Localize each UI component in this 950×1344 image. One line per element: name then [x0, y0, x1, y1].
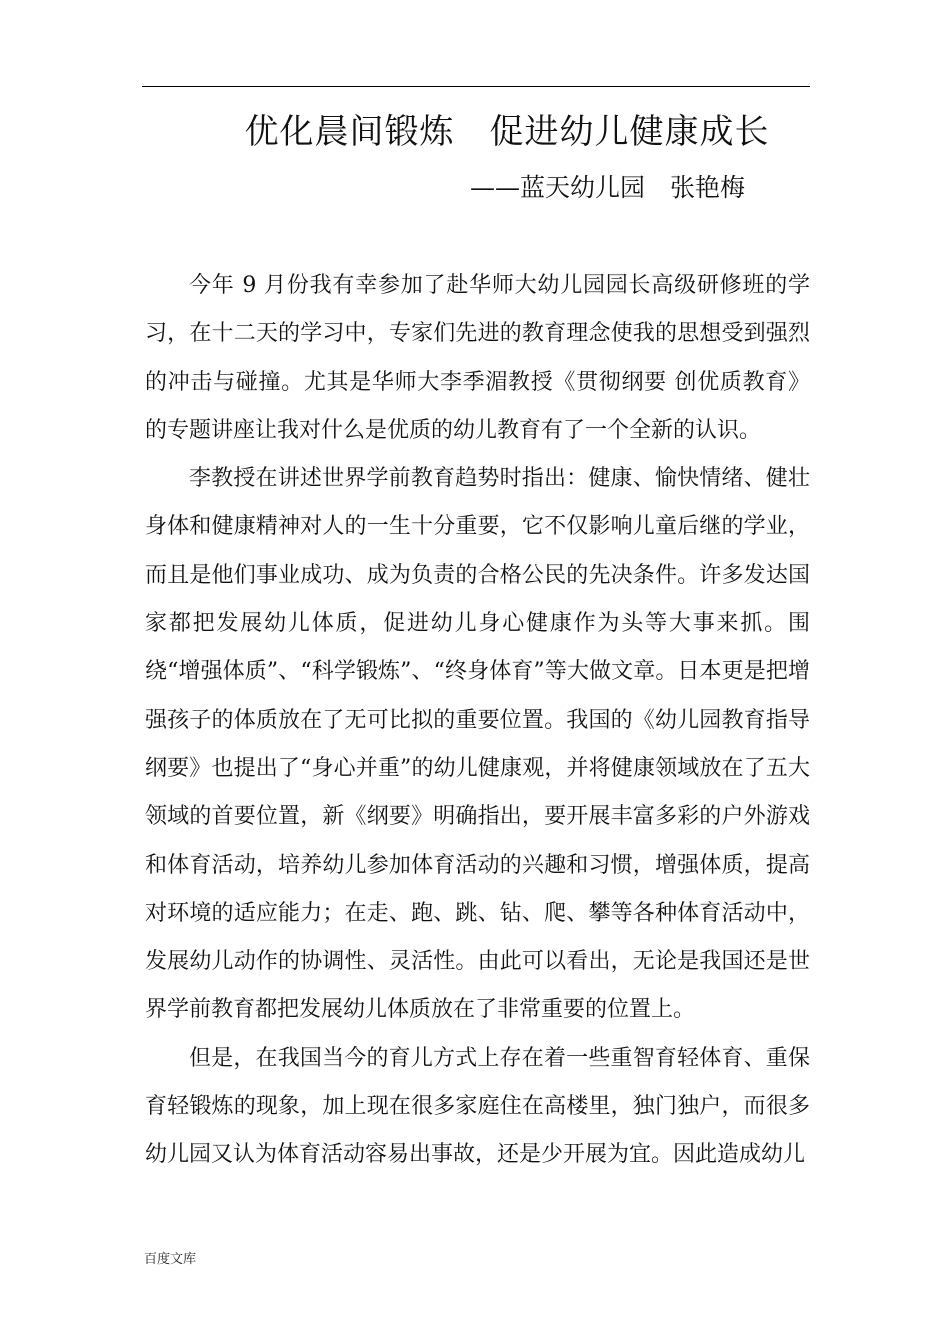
document-byline: ——蓝天幼儿园 张艳梅 [470, 173, 746, 202]
page-footer: 百度文库 [144, 1252, 197, 1267]
paragraph: 但是，在我国当今的育儿方式上存在着一些重智育轻体育、重保育轻锻炼的现象，加上现在很多家庭住在高楼里，独门独户，而很多幼儿园又认为体育活动容易出事故，还是少开展为宜。因此造成幼儿 [145, 1045, 810, 1168]
document-body [145, 262, 810, 1180]
paragraph: 今年 9 月份我有幸参加了赴华师大幼儿园园长高级研修班的学习，在十二天的学习中，专家们先进的教育理念使我的思想受到强烈的冲击与碰撞。尤其是华师大李季湄教授《贯彻纲要 创优质教育》的专题讲座让我对什么是优质的幼儿教育有了一个全新的认识。 [145, 273, 810, 443]
paragraph: 李教授在讲述世界学前教育趋势时指出：健康、愉快情绪、健壮身体和健康精神对人的一生十分重要，它不仅影响儿童后继的学业，而且是他们事业成功、成为负责的合格公民的先决条件。许多发达国家都把发展幼儿体质，促进幼儿身心健康作为头等大事来抓。围绕“增强体质”、“科学锻炼”、“终身体育”等大做文章。日本更是把增强孩子的体质放在了无可比拟的重要位置。我国的《幼儿园教育指导纲要》也提出了“身心并重”的幼儿健康观，并将健康领域放在了五大领域的首要位置，新《纲要》明确指出，要开展丰富多彩的户外游戏和体育活动，培养幼儿参加体育活动的兴趣和习惯，增强体质，提高对环境的适应能力；在走、跑、跳、钻、爬、攀等各种体育活动中，发展幼儿动作的协调性、灵活性。由此可以看出，无论是我国还是世界学前教育都把发展幼儿体质放在了非常重要的位置上。 [145, 466, 810, 1023]
document-title: 优化晨间锻炼 促进幼儿健康成长 [244, 112, 770, 152]
header-rule [142, 86, 810, 87]
